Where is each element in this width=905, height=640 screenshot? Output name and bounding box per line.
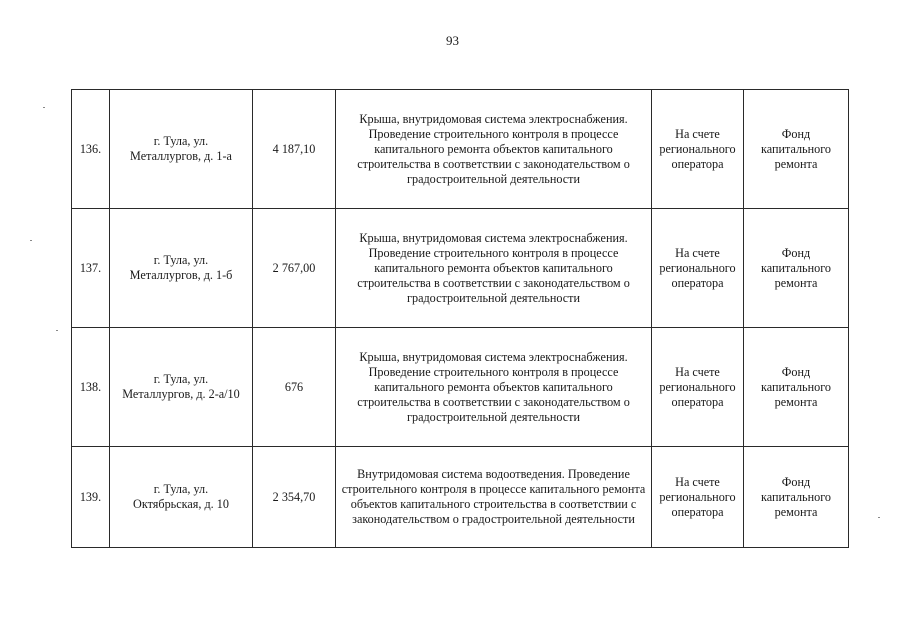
address-cell: [110, 209, 253, 328]
address-cell: [110, 328, 253, 447]
address-line-1: г. Тула, ул.: [153, 134, 209, 148]
table-row: [72, 90, 849, 209]
work-description-cell: Крыша, внутридомовая система электроснабжения. Проведение строительного контроля в процессе капитального ремонта объектов капитального строительства в соответствии с законодательством о градостроительной деятельности: [336, 90, 652, 209]
work-description-cell: Внутридомовая система водоотведения. Проведение строительного контроля в процессе капитального ремонта объектов капитального строительства в соответствии с законодательством о градостроительной деятельности: [336, 447, 652, 548]
address-cell: [110, 447, 253, 548]
table-row: [72, 447, 849, 548]
fund-cell: Фонд капитального ремонта: [744, 328, 849, 447]
scan-speck: [30, 240, 32, 241]
amount-cell: 2 354,70: [253, 447, 336, 548]
address-line-1: г. Тула, ул.: [153, 372, 209, 386]
fund-cell: Фонд капитального ремонта: [744, 90, 849, 209]
scan-speck: [43, 107, 45, 108]
address-line-1: г. Тула, ул.: [153, 253, 209, 267]
row-number: 137.: [72, 209, 110, 328]
address-cell: [110, 90, 253, 209]
amount-cell: 4 187,10: [253, 90, 336, 209]
row-number: 136.: [72, 90, 110, 209]
repair-registry-table: [71, 89, 849, 548]
account-cell: На счете регионального оператора: [652, 328, 744, 447]
fund-cell: Фонд капитального ремонта: [744, 209, 849, 328]
scan-speck: [878, 517, 880, 518]
address-line-2: Металлургов, д. 1-а: [130, 149, 232, 163]
scan-speck: [56, 330, 58, 331]
address-line-2: Металлургов, д. 1-б: [129, 268, 233, 282]
address-line-2: Металлургов, д. 2-а/10: [122, 387, 240, 401]
account-cell: На счете регионального оператора: [652, 447, 744, 548]
address-line-1: г. Тула, ул.: [153, 482, 209, 496]
table-row: [72, 209, 849, 328]
address-line-2: Октябрьская, д. 10: [133, 497, 229, 511]
account-cell: На счете регионального оператора: [652, 209, 744, 328]
work-description-cell: Крыша, внутридомовая система электроснабжения. Проведение строительного контроля в процессе капитального ремонта объектов капитального строительства в соответствии с законодательством о градостроительной деятельности: [336, 209, 652, 328]
account-cell: На счете регионального оператора: [652, 90, 744, 209]
row-number: 139.: [72, 447, 110, 548]
work-description-cell: Крыша, внутридомовая система электроснабжения. Проведение строительного контроля в процессе капитального ремонта объектов капитального строительства в соответствии с законодательством о градостроительной деятельности: [336, 328, 652, 447]
amount-cell: 2 767,00: [253, 209, 336, 328]
fund-cell: Фонд капитального ремонта: [744, 447, 849, 548]
row-number: 138.: [72, 328, 110, 447]
table-row: [72, 328, 849, 447]
amount-cell: 676: [253, 328, 336, 447]
page-number: 93: [446, 33, 459, 48]
